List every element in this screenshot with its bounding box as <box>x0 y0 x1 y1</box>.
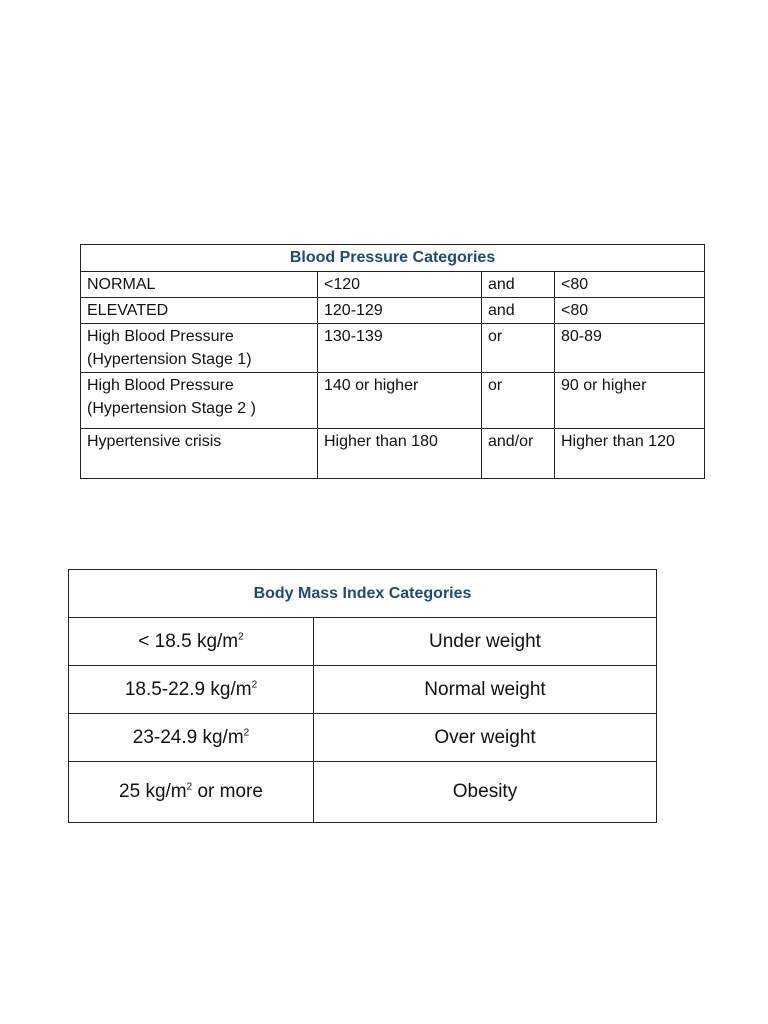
bp-category-cell <box>81 373 318 429</box>
bmi-range-value: 25 <box>119 781 146 802</box>
bp-systolic-cell: Higher than 180 <box>318 429 482 479</box>
table-row <box>81 298 705 324</box>
blood-pressure-table-title: Blood Pressure Categories <box>81 245 705 272</box>
table-row <box>81 324 705 373</box>
table-row <box>69 618 657 666</box>
table-row <box>69 714 657 762</box>
bmi-unit: kg/m <box>210 678 252 700</box>
bp-connector-cell: or <box>482 373 555 429</box>
bmi-unit-exponent: 2 <box>243 727 250 739</box>
table-row <box>69 666 657 714</box>
bmi-unit-exponent: 2 <box>238 631 244 643</box>
bmi-unit: kg/m <box>202 726 244 748</box>
bp-diastolic-cell: <80 <box>555 298 705 324</box>
table-header-row <box>81 245 705 272</box>
bp-category-cell <box>81 324 318 373</box>
bp-diastolic-cell: <80 <box>555 272 705 298</box>
bmi-range-cell <box>69 618 314 666</box>
bp-connector-cell: and/or <box>482 429 555 479</box>
bp-category-line1: High Blood Pressure <box>87 328 234 345</box>
bmi-category-cell: Over weight <box>314 714 657 762</box>
table-row <box>69 762 657 823</box>
table-row <box>81 373 705 429</box>
bmi-range-cell <box>69 762 314 823</box>
bmi-unit-exponent: 2 <box>251 679 258 691</box>
bp-category-cell: Hypertensive crisis <box>81 429 318 479</box>
bp-category-cell: NORMAL <box>81 272 318 298</box>
bmi-table <box>68 569 657 823</box>
bp-category-line1: High Blood Pressure <box>87 377 234 394</box>
table-header-row <box>69 570 657 618</box>
bp-systolic-cell: 140 or higher <box>318 373 482 429</box>
bmi-range-value: 23-24.9 <box>132 726 203 748</box>
bp-connector-cell: and <box>482 298 555 324</box>
bmi-unit: kg/m <box>196 630 239 652</box>
table-row <box>81 429 705 479</box>
bp-category-line2: (Hypertension Stage 2 ) <box>87 400 256 417</box>
table-row <box>81 272 705 298</box>
bp-connector-cell: and <box>482 272 555 298</box>
bmi-table-title: Body Mass Index Categories <box>69 570 657 618</box>
bmi-category-cell: Normal weight <box>314 666 657 714</box>
bp-category-cell: ELEVATED <box>81 298 318 324</box>
bmi-unit: kg/m <box>145 781 187 802</box>
bmi-range-value: < 18.5 <box>138 630 197 652</box>
bp-diastolic-cell: Higher than 120 <box>555 429 705 479</box>
bp-connector-cell: or <box>482 324 555 373</box>
bmi-category-cell: Obesity <box>314 762 657 823</box>
blood-pressure-table <box>80 244 705 479</box>
bmi-range-cell <box>69 666 314 714</box>
bmi-range-suffix: or more <box>192 781 263 802</box>
bmi-unit-exponent: 2 <box>186 781 193 793</box>
bp-category-line2: (Hypertension Stage 1) <box>87 351 252 368</box>
bmi-range-value: 18.5-22.9 <box>124 678 211 700</box>
bmi-category-cell: Under weight <box>314 618 657 666</box>
bmi-range-cell <box>69 714 314 762</box>
bp-diastolic-cell: 80-89 <box>555 324 705 373</box>
bp-diastolic-cell: 90 or higher <box>555 373 705 429</box>
bp-systolic-cell: 120-129 <box>318 298 482 324</box>
bp-systolic-cell: <120 <box>318 272 482 298</box>
bp-systolic-cell: 130-139 <box>318 324 482 373</box>
